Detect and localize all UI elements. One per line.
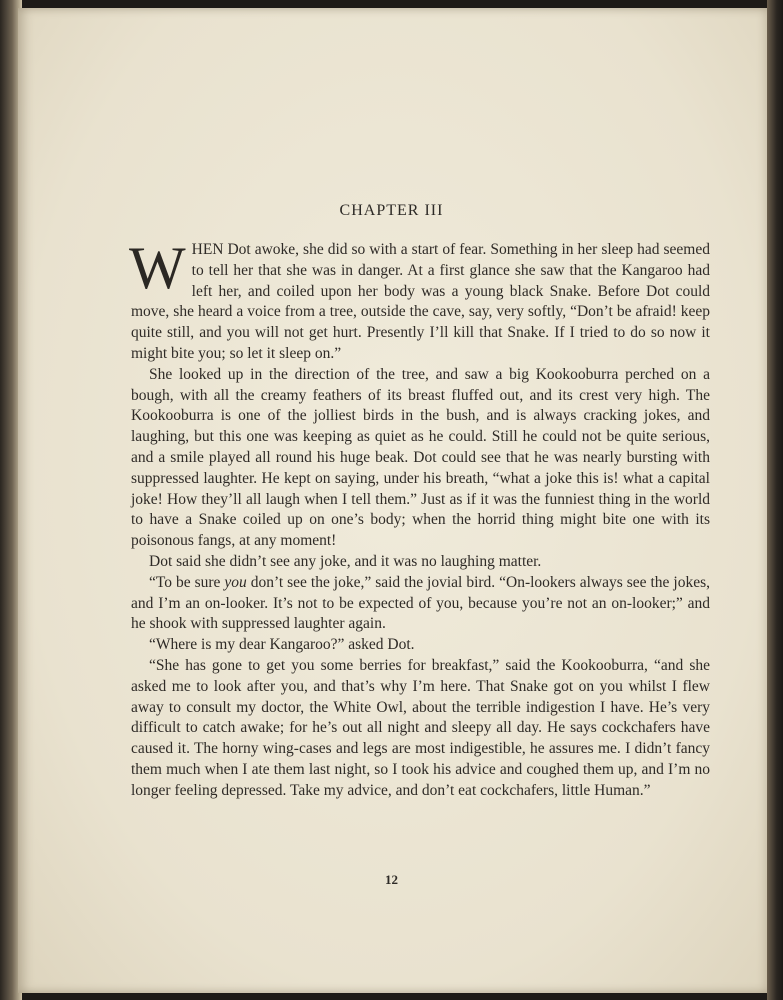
paragraph-text: “To be sure [149, 573, 225, 591]
page-edge-shadow [767, 0, 783, 1000]
paragraph [131, 573, 710, 635]
paragraph: “Where is my dear Kangaroo?” asked Dot. [149, 636, 415, 654]
paragraph: Dot said she didn’t see any joke, and it was no laughing matter. [149, 552, 542, 570]
paragraph: She looked up in the direction of the tree, and saw a big Kookooburra perched on a bough, with all the creamy feathers of its breast fluffed out, and its crest very high. The Kookooburra is one of the jolliest birds in the bush, and is always cracking jokes, and laughing, but this one was keeping as quiet as he could. Still he could not be quite serious, and a smile played all round his huge beak. Dot could see that he was nearly bursting with suppressed laughter. He kept on saying, under his breath, “what a joke this is! what a capital joke! How they’ll all laugh when I tell them.” Just as if it was the funniest thing in the world to have a Snake coiled up on one’s body; when the horrid thing might bite one with its poisonous fangs, at any moment! [131, 365, 710, 550]
paragraph-text: don’t see the joke,” said the jovial bird. “On-lookers always see the jokes, and I’m an on-looker. It’s not to be expected of you, because you’re not an on-looker;” and he shook with suppressed laughter again. [131, 573, 710, 633]
paragraph-text: HEN Dot awoke, she did so with a start of fear. Something in her sleep had seemed to tell her that she was in danger. At a first glance she saw that the Kangaroo had left her, and coiled upon her body was a young black Snake. Before Dot could move, she heard a voice from a tree, outside the cave, say, very softly, “Don’t be afraid! keep quite still, and you will not get hurt. Presently I’ll kill that Snake. If I tried to do so now it might bite you; so let it sleep on.” [131, 241, 710, 362]
emphasized-word: you [224, 573, 247, 591]
drop-cap-letter: W [129, 235, 186, 301]
page-number: 12 [385, 872, 398, 887]
chapter-title: CHAPTER III [339, 202, 444, 219]
paragraph: “She has gone to get you some berries for breakfast,” said the Kookooburra, “and she asked me to look after you, and that’s why I’m here. That Snake got on you whilst I flew away to consult my doctor, the White Owl, about the terrible indigestion I have. He’s very difficult to catch awake; for he’s out all night and sleepy all day. He says cockchafers have caused it. The horny wing-cases and legs are most indigestible, he assures me. I didn’t fancy them much when I ate them last night, so I took his advice and coughed them up, and I’m no longer feeling depressed. Take my advice, and don’t eat cockchafers, little Human.” [131, 656, 710, 799]
paragraph [129, 235, 710, 365]
body-text [129, 235, 710, 802]
